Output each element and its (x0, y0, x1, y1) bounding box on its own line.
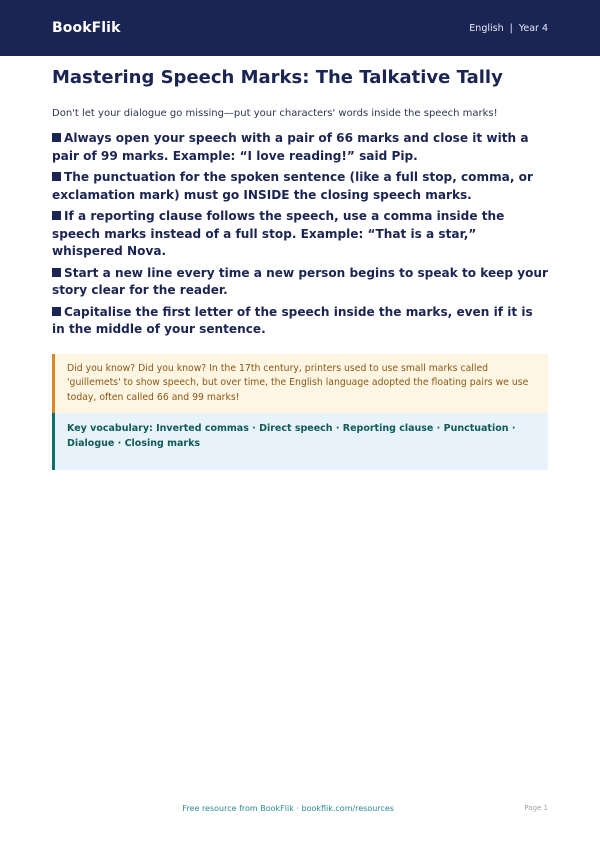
header-meta (469, 23, 548, 34)
footer (52, 800, 548, 816)
list-item-text: Start a new line every time a new person begins to speak to keep your story clear for the reader. (52, 265, 548, 298)
header (0, 0, 600, 56)
did-you-know-callout: Did you know? Did you know? In the 17th century, printers used to use small marks called 'guillemets' to show speech, but over time, the English language adopted the floating pairs we use today, often called 66 and 99 marks! (52, 354, 548, 414)
page-number: Page 1 (524, 804, 548, 812)
tips-list (52, 130, 548, 339)
square-bullet-icon (52, 307, 61, 316)
key-vocabulary-box: Key vocabulary: Inverted commas · Direct speech · Reporting clause · Punctuation · Dialogue · Closing marks (52, 413, 548, 470)
year-label: Year 4 (518, 22, 548, 34)
page-title: Mastering Speech Marks: The Talkative Tally (52, 67, 503, 88)
intro-text: Don't let your dialogue go missing—put your characters' words inside the speech marks! (52, 107, 498, 119)
list-item (52, 265, 548, 300)
list-item-text: Capitalise the first letter of the speech inside the marks, even if it is in the middle of your sentence. (52, 304, 533, 337)
square-bullet-icon (52, 133, 61, 142)
main-content (0, 67, 600, 470)
list-item-text: The punctuation for the spoken sentence (like a full stop, comma, or exclamation mark) must go INSIDE the closing speech marks. (52, 170, 533, 202)
list-item (52, 304, 548, 339)
list-item-text: Always open your speech with a pair of 66 marks and close it with a pair of 99 marks. Example: “I love reading!” said Pip. (52, 131, 529, 163)
list-item (52, 169, 548, 204)
list-item-text: If a reporting clause follows the speech, use a comma inside the speech marks instead of a full stop. Example: “That is a star,” whispered Nova. (52, 209, 505, 259)
brand-logo[interactable]: BookFlik (52, 20, 121, 36)
square-bullet-icon (52, 172, 61, 181)
list-item (52, 130, 548, 165)
footer-link[interactable]: Free resource from BookFlik · bookflik.com/resources (182, 803, 394, 813)
list-item (52, 208, 548, 261)
subject-label: English (469, 22, 504, 34)
square-bullet-icon (52, 268, 61, 277)
meta-separator: | (509, 22, 513, 34)
square-bullet-icon (52, 211, 61, 220)
